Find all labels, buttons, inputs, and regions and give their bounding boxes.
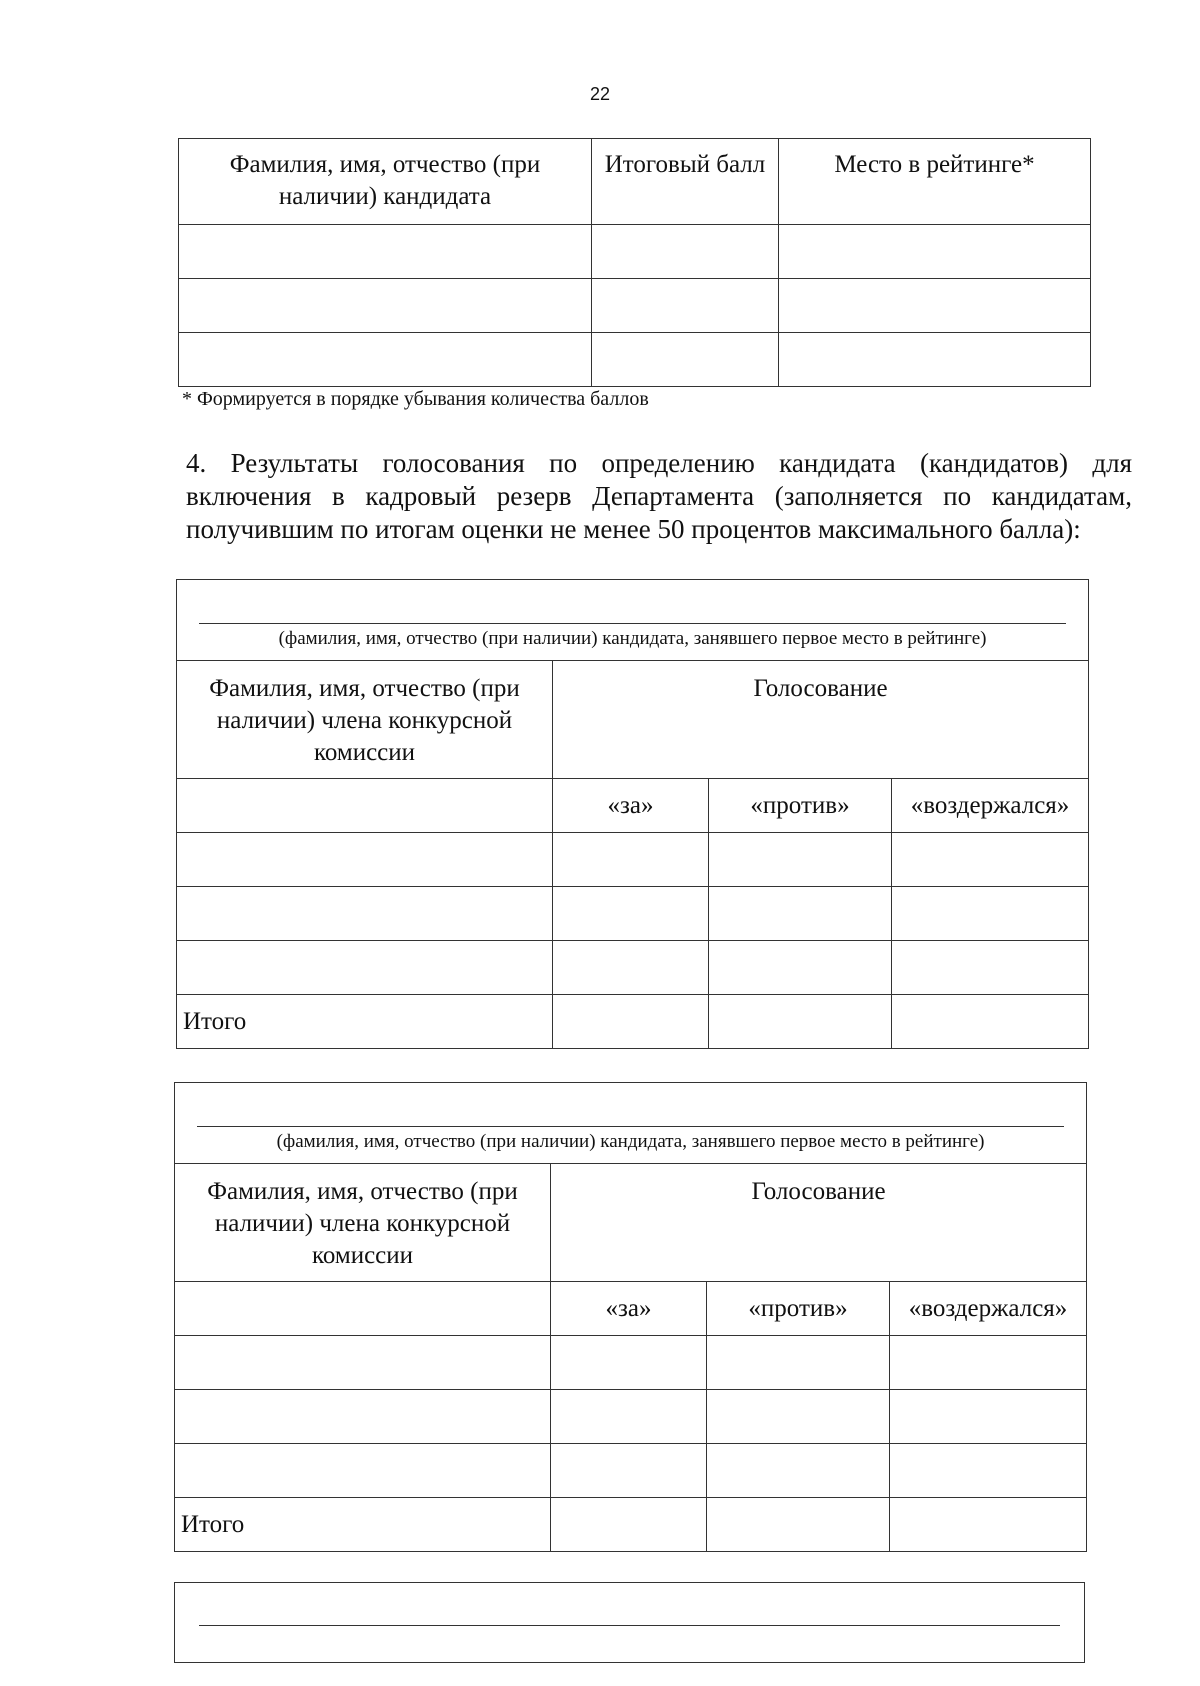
option-abstained: «воздержался» [892, 779, 1089, 833]
total-label: Итого [175, 1498, 551, 1552]
voting-header: Голосование [553, 661, 1089, 779]
empty-cell[interactable] [553, 887, 709, 941]
page-number: 22 [589, 84, 611, 104]
empty-cell[interactable] [892, 941, 1089, 995]
table-row [179, 333, 1091, 387]
table-row [175, 1444, 1087, 1498]
empty-cell[interactable] [892, 995, 1089, 1049]
empty-cell[interactable] [179, 333, 592, 387]
voting-table-1 [176, 579, 1089, 1049]
empty-cell[interactable] [779, 225, 1091, 279]
empty-cell [177, 779, 553, 833]
empty-cell[interactable] [779, 333, 1091, 387]
option-against: «против» [707, 1282, 890, 1336]
empty-cell[interactable] [709, 833, 892, 887]
empty-cell[interactable] [592, 333, 779, 387]
candidate-name-field[interactable] [175, 1083, 1087, 1164]
total-label: Итого [177, 995, 553, 1049]
empty-cell[interactable] [551, 1336, 707, 1390]
empty-cell[interactable] [890, 1444, 1087, 1498]
member-name-header: Фамилия, имя, отчество (при наличии) члена конкурсной комиссии [177, 661, 553, 779]
empty-cell[interactable] [779, 279, 1091, 333]
option-abstained: «воздержался» [890, 1282, 1087, 1336]
option-for: «за» [551, 1282, 707, 1336]
header-candidate-name: Фамилия, имя, отчество (при наличии) кандидата [179, 139, 592, 225]
empty-cell[interactable] [890, 1390, 1087, 1444]
total-row [177, 995, 1089, 1049]
empty-cell[interactable] [553, 941, 709, 995]
rating-header-row [179, 139, 1091, 225]
candidate-name-box[interactable] [174, 1582, 1085, 1663]
empty-cell[interactable] [892, 833, 1089, 887]
table-row [177, 887, 1089, 941]
candidate-caption: (фамилия, имя, отчество (при наличии) кандидата, занявшего первое место в рейтинге) [197, 1126, 1064, 1153]
empty-cell[interactable] [707, 1498, 890, 1552]
candidate-name-field[interactable] [177, 580, 1089, 661]
voting-table-2 [174, 1082, 1087, 1552]
empty-cell[interactable] [551, 1390, 707, 1444]
empty-cell[interactable] [709, 995, 892, 1049]
table-row [177, 941, 1089, 995]
empty-cell[interactable] [551, 1444, 707, 1498]
empty-cell[interactable] [553, 995, 709, 1049]
table-row [177, 833, 1089, 887]
empty-cell[interactable] [592, 279, 779, 333]
total-row [175, 1498, 1087, 1552]
candidate-row [177, 580, 1089, 661]
empty-cell[interactable] [175, 1336, 551, 1390]
option-for: «за» [553, 779, 709, 833]
voting-header: Голосование [551, 1164, 1087, 1282]
empty-cell[interactable] [707, 1336, 890, 1390]
options-row [175, 1282, 1087, 1336]
voting-header-row [175, 1164, 1087, 1282]
empty-cell[interactable] [707, 1444, 890, 1498]
empty-cell [175, 1282, 551, 1336]
empty-cell[interactable] [175, 1390, 551, 1444]
rating-table [178, 138, 1091, 387]
header-total-score: Итоговый балл [592, 139, 779, 225]
empty-cell[interactable] [177, 833, 553, 887]
empty-cell[interactable] [177, 887, 553, 941]
empty-cell[interactable] [892, 887, 1089, 941]
empty-cell[interactable] [709, 941, 892, 995]
empty-cell[interactable] [553, 833, 709, 887]
candidate-caption: (фамилия, имя, отчество (при наличии) кандидата, занявшего первое место в рейтинге) [199, 623, 1066, 650]
empty-cell[interactable] [179, 225, 592, 279]
table-row [179, 225, 1091, 279]
candidate-row [175, 1083, 1087, 1164]
voting-header-row [177, 661, 1089, 779]
member-name-header: Фамилия, имя, отчество (при наличии) члена конкурсной комиссии [175, 1164, 551, 1282]
empty-cell[interactable] [709, 887, 892, 941]
table-row [175, 1390, 1087, 1444]
table-row [179, 279, 1091, 333]
header-rating-place: Место в рейтинге* [779, 139, 1091, 225]
options-row [177, 779, 1089, 833]
footnote: * Формируется в порядке убывания количества баллов [182, 388, 649, 410]
empty-cell[interactable] [592, 225, 779, 279]
option-against: «против» [709, 779, 892, 833]
candidate-name-line [199, 1625, 1060, 1626]
empty-cell[interactable] [175, 1444, 551, 1498]
empty-cell[interactable] [179, 279, 592, 333]
empty-cell[interactable] [177, 941, 553, 995]
empty-cell[interactable] [707, 1390, 890, 1444]
empty-cell[interactable] [890, 1498, 1087, 1552]
empty-cell[interactable] [890, 1336, 1087, 1390]
empty-cell[interactable] [551, 1498, 707, 1552]
table-row [175, 1336, 1087, 1390]
section-4-text: 4. Результаты голосования по определению кандидата (кандидатов) для включения в кадровый резерв Департамента (заполняется по кандидатам, получившим по итогам оценки не менее 50 процентов максимального балла): [186, 448, 1132, 544]
